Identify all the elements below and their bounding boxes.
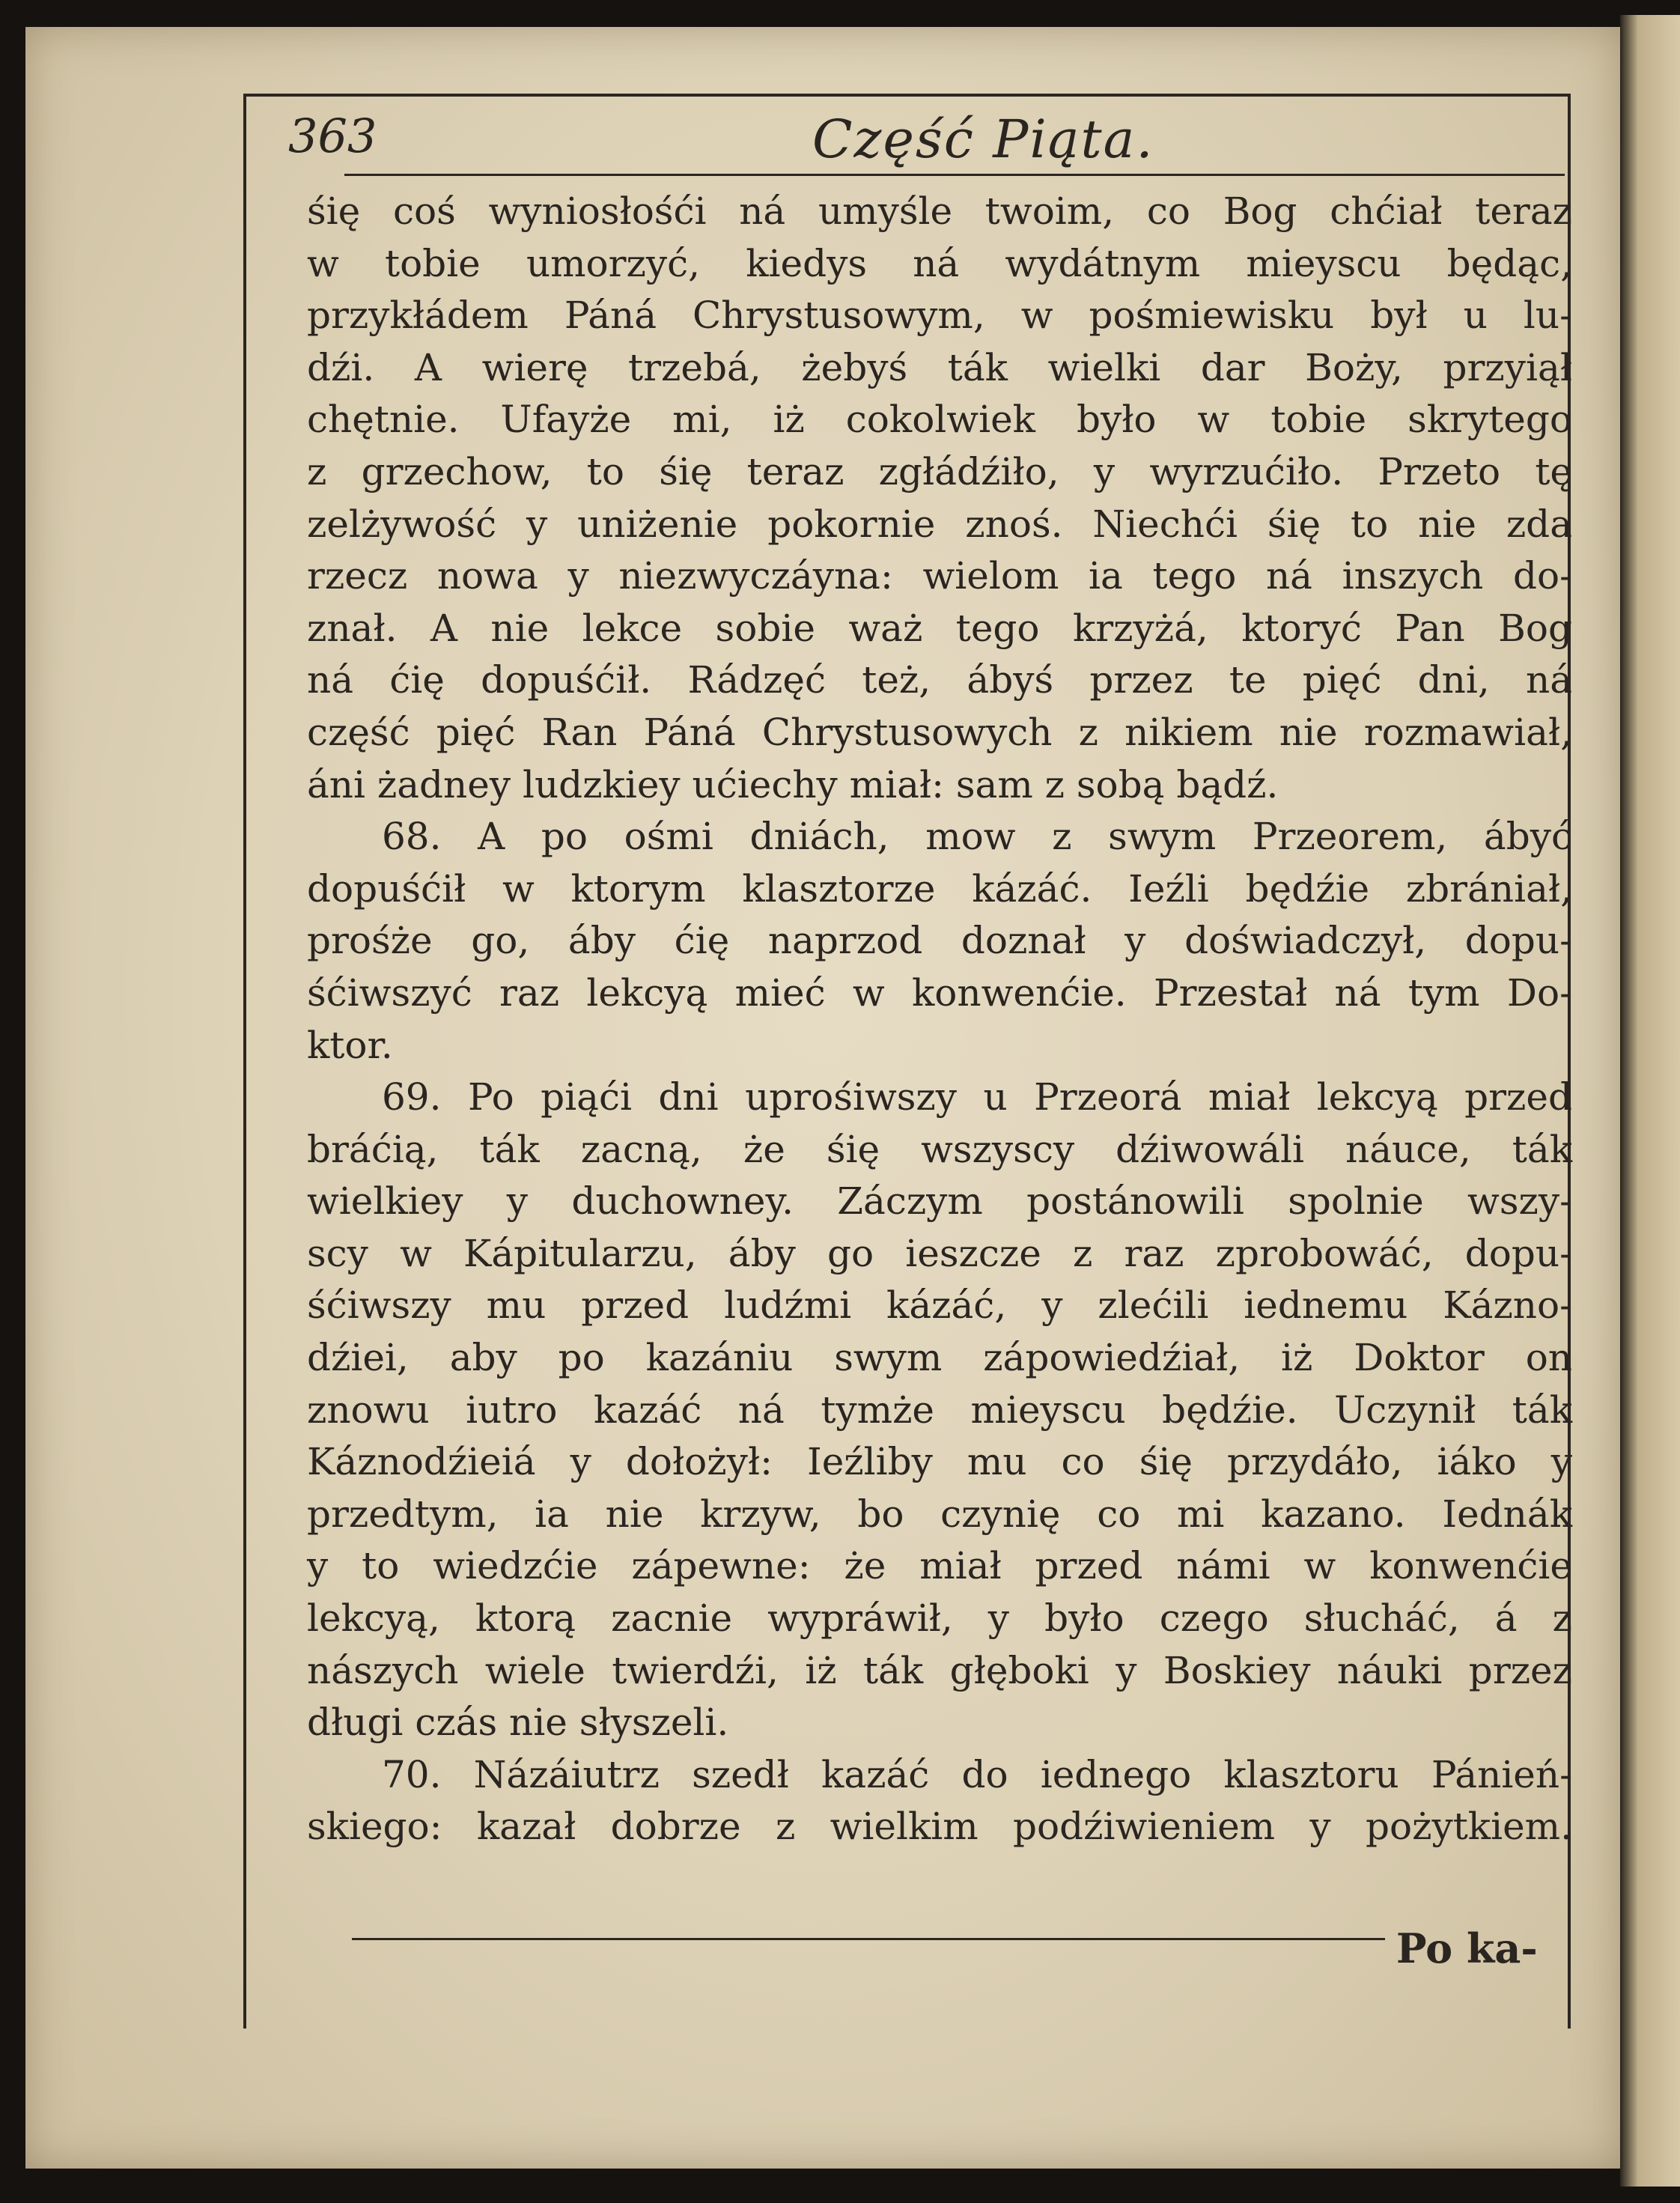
text-line: chętnie. Ufayże mi, iż cokolwiek było w tobie skrytego	[307, 398, 1572, 442]
text-line: ktor.	[307, 1023, 393, 1067]
paragraph-70-start: 70. Názáiutrz szedł kazáć do iednego klasztoru Pánień-	[382, 1752, 1572, 1796]
paragraph-69-start: 69. Po piąći dni uprośiwszy u Przeorá miał lekcyą przed	[382, 1075, 1572, 1119]
running-head: Część Piąta.	[812, 109, 1154, 170]
text-line: scy w Kápitularzu, áby go ieszcze z raz zprobowáć, dopu-	[307, 1231, 1572, 1275]
header-rule	[344, 174, 1565, 176]
text-line: śię coś wyniosłośći ná umyśle twoim, co Bog chćiał teraz	[307, 189, 1572, 233]
text-line: znał. A nie lekce sobie waż tego krzyżá, ktoryć Pan Bog	[307, 606, 1572, 650]
text-line: skiego: kazał dobrze z wielkim podźiwieniem y pożytkiem.	[307, 1805, 1572, 1849]
catchword: Po ka-	[1396, 1924, 1538, 1972]
text-line: nászych wiele twierdźi, iż ták głęboki y Boskiey náuki przez	[307, 1648, 1572, 1692]
text-line: lekcyą, ktorą zacnie wypráwił, y było czego słucháć, á z	[307, 1596, 1572, 1641]
text-line: áni żadney ludzkiey ućiechy miał: sam z sobą bądź.	[307, 762, 1279, 806]
text-line: wielkiey y duchowney. Záczym postánowili spolnie wszy-	[307, 1179, 1572, 1224]
text-line: część pięć Ran Páná Chrystusowych z nikiem nie rozmawiał,	[307, 710, 1572, 754]
body-text	[307, 186, 1572, 1853]
text-line: dźi. A wierę trzebá, żebyś ták wielki dar Boży, przyiął	[307, 345, 1572, 389]
text-line: y to wiedzćie zápewne: że miał przed námi w konwenćie	[307, 1544, 1572, 1588]
paragraph-68-start: 68. A po ośmi dniách, mow z swym Przeorem, ábyć	[382, 815, 1572, 859]
footer-rule	[352, 1938, 1385, 1940]
text-line: w tobie umorzyć, kiedys ná wydátnym mieyscu będąc,	[307, 241, 1572, 285]
text-line: z grzechow, to śię teraz zgłádźiło, y wyrzućiło. Przeto tę	[307, 449, 1572, 493]
text-line: śćiwszy mu przed ludźmi kázáć, y zlećili iednemu Kázno-	[307, 1283, 1572, 1328]
text-line: zelżywość y uniżenie pokornie znoś. Niechći śię to nie zda	[307, 502, 1572, 546]
text-line: śćiwszyć raz lekcyą mieć w konwenćie. Przestał ná tym Do-	[307, 970, 1572, 1015]
text-line: ná ćię dopuśćił. Rádzęć też, ábyś przez te pięć dni, ná	[307, 658, 1572, 702]
text-line: dopuśćił w ktorym klasztorze kázáć. Ieźli będźie zbrániał,	[307, 866, 1572, 911]
next-page-edge	[1620, 15, 1680, 2187]
text-line: znowu iutro kazáć ná tymże mieyscu będźie. Uczynił ták	[307, 1388, 1572, 1432]
page-header	[288, 109, 1561, 183]
text-line: bráćią, ták zacną, że śię wszyscy dźiwowáli náuce, ták	[307, 1127, 1572, 1171]
text-line: Káznodźieiá y dołożył: Ieźliby mu co śię przydáło, iáko y	[307, 1440, 1572, 1484]
page-number: 363	[288, 109, 377, 163]
text-line: rzecz nowa y niezwyczáyna: wielom ia tego ná inszych do-	[307, 554, 1572, 598]
text-line: przedtym, ia nie krzyw, bo czynię co mi kazano. Iednák	[307, 1492, 1572, 1536]
text-line: przykłádem Páná Chrystusowym, w pośmiewisku był u lu-	[307, 294, 1572, 338]
text-line: prośże go, áby ćię naprzod doznał y doświadczył, dopu-	[307, 919, 1572, 963]
text-line: długi czás nie słyszeli.	[307, 1701, 729, 1745]
text-line: dźiei, aby po kazániu swym zápowiedźiał, iż Doktor on	[307, 1336, 1572, 1380]
